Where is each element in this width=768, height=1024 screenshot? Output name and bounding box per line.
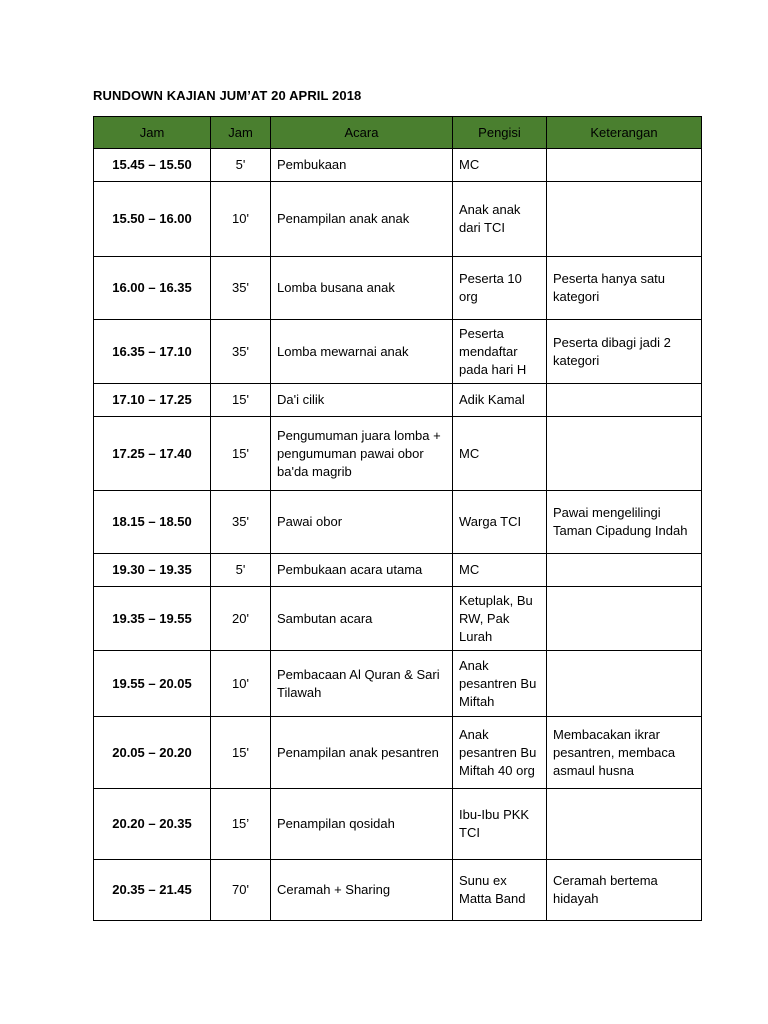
table-row bbox=[94, 182, 702, 257]
header-keterangan: Keterangan bbox=[547, 117, 702, 149]
cell-acara: Pembukaan acara utama bbox=[271, 554, 453, 587]
cell-acara: Da'i cilik bbox=[271, 384, 453, 417]
cell-keterangan: Peserta hanya satu kategori bbox=[547, 257, 702, 320]
cell-jam: 19.35 – 19.55 bbox=[94, 587, 211, 651]
cell-jam: 15.50 – 16.00 bbox=[94, 182, 211, 257]
cell-pengisi: Peserta mendaftar pada hari H bbox=[453, 320, 547, 384]
cell-pengisi: Peserta 10 org bbox=[453, 257, 547, 320]
cell-keterangan bbox=[547, 651, 702, 717]
table-row bbox=[94, 384, 702, 417]
cell-jam: 17.10 – 17.25 bbox=[94, 384, 211, 417]
document-title: RUNDOWN KAJIAN JUM’AT 20 APRIL 2018 bbox=[93, 88, 362, 103]
cell-jam: 19.30 – 19.35 bbox=[94, 554, 211, 587]
cell-keterangan bbox=[547, 789, 702, 860]
cell-pengisi: Warga TCI bbox=[453, 491, 547, 554]
cell-pengisi: Adik Kamal bbox=[453, 384, 547, 417]
cell-jam: 15.45 – 15.50 bbox=[94, 149, 211, 182]
cell-acara: Penampilan qosidah bbox=[271, 789, 453, 860]
header-jam: Jam bbox=[94, 117, 211, 149]
table-row bbox=[94, 587, 702, 651]
cell-jam: 16.35 – 17.10 bbox=[94, 320, 211, 384]
table-row bbox=[94, 320, 702, 384]
cell-pengisi: Anak pesantren Bu Miftah 40 org bbox=[453, 717, 547, 789]
table-row bbox=[94, 149, 702, 182]
table-row bbox=[94, 491, 702, 554]
cell-acara: Pengumuman juara lomba + pengumuman pawai obor ba'da magrib bbox=[271, 417, 453, 491]
cell-keterangan bbox=[547, 149, 702, 182]
cell-durasi: 15' bbox=[211, 417, 271, 491]
cell-durasi: 70' bbox=[211, 860, 271, 921]
cell-pengisi: Ketuplak, Bu RW, Pak Lurah bbox=[453, 587, 547, 651]
cell-jam: 20.05 – 20.20 bbox=[94, 717, 211, 789]
cell-pengisi: MC bbox=[453, 554, 547, 587]
cell-acara: Lomba busana anak bbox=[271, 257, 453, 320]
cell-keterangan: Ceramah bertema hidayah bbox=[547, 860, 702, 921]
cell-durasi: 15’ bbox=[211, 789, 271, 860]
cell-jam: 17.25 – 17.40 bbox=[94, 417, 211, 491]
cell-durasi: 10' bbox=[211, 651, 271, 717]
cell-keterangan: Pawai mengelilingi Taman Cipadung Indah bbox=[547, 491, 702, 554]
cell-durasi: 35' bbox=[211, 257, 271, 320]
cell-acara: Sambutan acara bbox=[271, 587, 453, 651]
cell-durasi: 15' bbox=[211, 717, 271, 789]
cell-durasi: 10' bbox=[211, 182, 271, 257]
cell-keterangan: Membacakan ikrar pesantren, membaca asmaul husna bbox=[547, 717, 702, 789]
cell-keterangan: Peserta dibagi jadi 2 kategori bbox=[547, 320, 702, 384]
cell-jam: 18.15 – 18.50 bbox=[94, 491, 211, 554]
header-durasi: Jam bbox=[211, 117, 271, 149]
cell-pengisi: Anak anak dari TCI bbox=[453, 182, 547, 257]
cell-pengisi: Sunu ex Matta Band bbox=[453, 860, 547, 921]
header-acara: Acara bbox=[271, 117, 453, 149]
cell-jam: 20.20 – 20.35 bbox=[94, 789, 211, 860]
table-row bbox=[94, 554, 702, 587]
cell-durasi: 20' bbox=[211, 587, 271, 651]
cell-acara: Pembacaan Al Quran & Sari Tilawah bbox=[271, 651, 453, 717]
cell-pengisi: MC bbox=[453, 417, 547, 491]
cell-pengisi: MC bbox=[453, 149, 547, 182]
cell-jam: 19.55 – 20.05 bbox=[94, 651, 211, 717]
cell-acara: Pawai obor bbox=[271, 491, 453, 554]
table-row bbox=[94, 417, 702, 491]
table-row bbox=[94, 860, 702, 921]
cell-acara: Penampilan anak pesantren bbox=[271, 717, 453, 789]
table-row bbox=[94, 257, 702, 320]
cell-acara: Ceramah + Sharing bbox=[271, 860, 453, 921]
cell-jam: 16.00 – 16.35 bbox=[94, 257, 211, 320]
cell-acara: Lomba mewarnai anak bbox=[271, 320, 453, 384]
cell-acara: Penampilan anak anak bbox=[271, 182, 453, 257]
cell-durasi: 35' bbox=[211, 491, 271, 554]
cell-durasi: 5' bbox=[211, 554, 271, 587]
cell-keterangan bbox=[547, 554, 702, 587]
cell-durasi: 5' bbox=[211, 149, 271, 182]
cell-acara: Pembukaan bbox=[271, 149, 453, 182]
cell-jam: 20.35 – 21.45 bbox=[94, 860, 211, 921]
cell-keterangan bbox=[547, 417, 702, 491]
cell-pengisi: Anak pesantren Bu Miftah bbox=[453, 651, 547, 717]
cell-keterangan bbox=[547, 587, 702, 651]
cell-keterangan bbox=[547, 182, 702, 257]
table-row bbox=[94, 789, 702, 860]
cell-pengisi: Ibu-Ibu PKK TCI bbox=[453, 789, 547, 860]
cell-keterangan bbox=[547, 384, 702, 417]
table-row bbox=[94, 717, 702, 789]
header-pengisi: Pengisi bbox=[453, 117, 547, 149]
table-row bbox=[94, 651, 702, 717]
cell-durasi: 35' bbox=[211, 320, 271, 384]
rundown-table bbox=[93, 116, 702, 921]
table-header-row bbox=[94, 117, 702, 149]
cell-durasi: 15' bbox=[211, 384, 271, 417]
